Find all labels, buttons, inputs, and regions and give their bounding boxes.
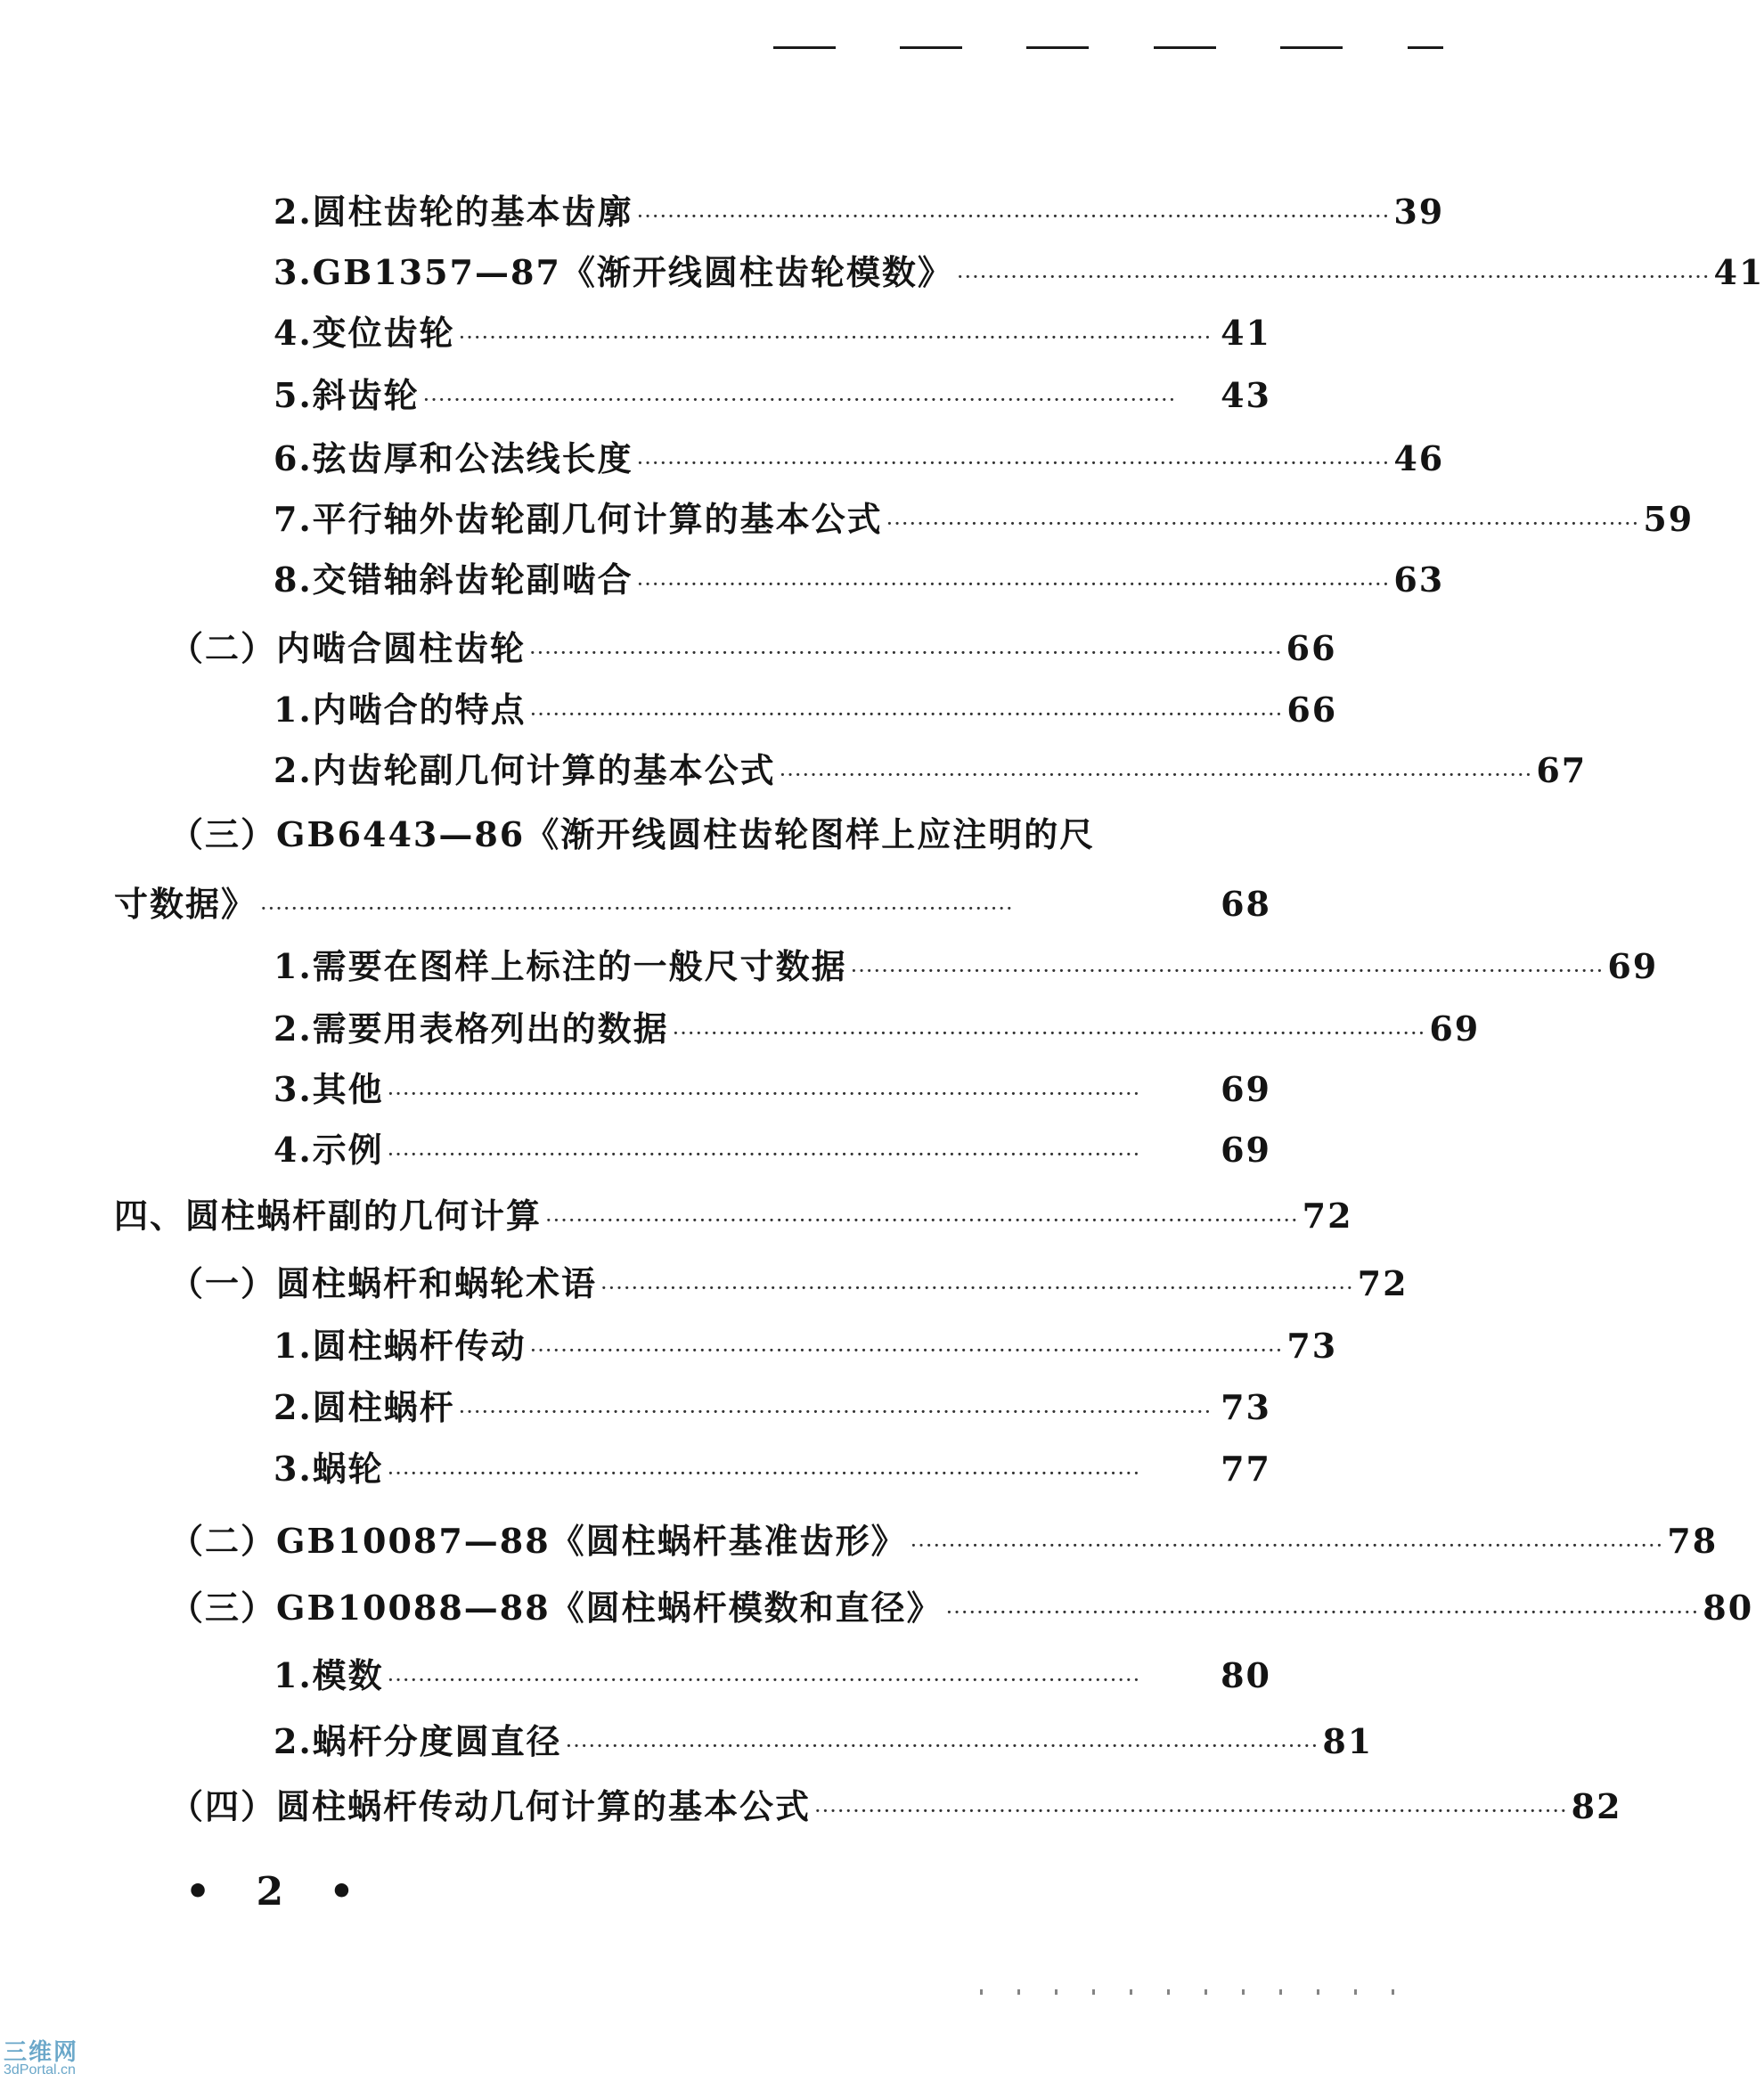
dot-leader: ··································································································	[260, 896, 1014, 921]
toc-entry-label: 4.示例	[274, 1130, 384, 1170]
toc-entry[interactable]	[274, 944, 1659, 993]
toc-entry-label: 4.变位齿轮	[274, 313, 455, 353]
toc-entry-page: 82	[1571, 1786, 1622, 1826]
toc-entry-page: 73	[1286, 1326, 1338, 1366]
dot-leader: ··································································································	[529, 1338, 1284, 1363]
dot-leader: ··································································································	[545, 1208, 1299, 1233]
toc-entry-page: 78	[1667, 1521, 1719, 1561]
toc-entry-page: 46	[1393, 438, 1445, 478]
toc-entry-label: （一）圆柱蜗杆和蜗轮术语	[169, 1263, 598, 1303]
dot-leader: ··································································································	[814, 1799, 1568, 1824]
toc-entry[interactable]	[274, 558, 1445, 607]
toc-entry[interactable]	[274, 1007, 1481, 1056]
toc-entry[interactable]	[274, 437, 1445, 486]
toc-entry[interactable]	[169, 1784, 1622, 1833]
toc-entry-label: （二）内啮合圆柱齿轮	[169, 628, 527, 668]
top-rule-dash	[1408, 46, 1443, 49]
dot-leader: ··································································································	[387, 1142, 1141, 1167]
dot-leader: ··································································································	[387, 1461, 1141, 1486]
toc-entry[interactable]	[274, 311, 1271, 360]
toc-entry-label: 3.GB1357—87《渐开线圆柱齿轮模数》	[274, 252, 953, 292]
dot-leader: ··································································································	[910, 1533, 1664, 1558]
toc-entry-label: 2.内齿轮副几何计算的基本公式	[274, 750, 776, 790]
toc-entry[interactable]	[274, 1128, 1271, 1177]
dot-leader: ··································································································	[458, 325, 1213, 350]
toc-entry[interactable]	[274, 1324, 1338, 1373]
dot-leader: ··································································································	[458, 1400, 1213, 1425]
toc-entry[interactable]	[274, 250, 1764, 299]
toc-entry-page: 41	[1221, 313, 1271, 353]
toc-entry-label: 2.蜗杆分度圆直径	[274, 1721, 562, 1761]
toc-entry-label: 1.需要在图样上标注的一般尺寸数据	[274, 946, 847, 986]
toc-entry-label: 2.圆柱蜗杆	[274, 1387, 455, 1427]
toc-entry-page: 63	[1393, 559, 1445, 600]
toc-entry-page: 69	[1221, 1130, 1271, 1170]
toc-entry[interactable]	[274, 190, 1445, 239]
toc-entry-page: 81	[1322, 1721, 1374, 1761]
toc-entry-label: （三）GB6443—86《渐开线圆柱齿轮图样上应注明的尺	[169, 814, 1096, 854]
dot-leader: ··································································································	[529, 702, 1284, 727]
toc-entry[interactable]	[274, 748, 1588, 797]
toc-entry[interactable]	[169, 1261, 1409, 1310]
dot-leader: ··································································································	[565, 1734, 1319, 1759]
toc-entry-label: 寸数据》	[114, 884, 257, 924]
watermark	[4, 2040, 78, 2078]
toc-entry-page: 39	[1393, 192, 1445, 232]
dot-leader: ··································································································	[779, 763, 1533, 788]
toc-entry-label: 1.模数	[274, 1655, 384, 1695]
top-rule-dash	[1026, 46, 1089, 49]
scan-specks	[980, 1989, 1399, 1995]
toc-entry-page: 59	[1643, 499, 1695, 539]
toc-entry[interactable]	[274, 497, 1695, 546]
toc-entry-page: 68	[1221, 884, 1271, 924]
toc-entry-wrapped-first[interactable]	[169, 812, 1271, 857]
toc-entry-label: 6.弦齿厚和公法线长度	[274, 438, 633, 478]
top-rule-dash	[773, 46, 836, 49]
top-rule-dash	[900, 46, 962, 49]
toc-entry-page: 80	[1703, 1588, 1754, 1628]
toc-entry[interactable]	[274, 1067, 1271, 1116]
dot-leader: ··································································································	[387, 1668, 1141, 1693]
watermark-line1: 三维网	[4, 2038, 79, 2065]
toc-entry-label: （三）GB10088—88《圆柱蜗杆模数和直径》	[169, 1588, 943, 1628]
toc-entry-page: 72	[1357, 1263, 1409, 1303]
toc-entry-page: 77	[1221, 1449, 1271, 1489]
dot-leader: ··································································································	[600, 1276, 1354, 1301]
dot-leader: ··································································································	[636, 204, 1391, 229]
toc-entry-label: 7.平行轴外齿轮副几何计算的基本公式	[274, 499, 883, 539]
dot-leader: ··································································································	[636, 451, 1391, 476]
toc-entry-label: 3.其他	[274, 1069, 384, 1109]
toc-entry-page: 67	[1536, 750, 1588, 790]
toc-entry-label: 1.内啮合的特点	[274, 690, 527, 730]
toc-entry-page: 69	[1221, 1069, 1271, 1109]
toc-entry[interactable]	[274, 1653, 1271, 1702]
toc-entry-page: 66	[1286, 690, 1338, 730]
dot-leader: ··································································································	[956, 265, 1711, 290]
toc-entry-page: 66	[1286, 628, 1337, 668]
toc-entry-label: 2.圆柱齿轮的基本齿廓	[274, 192, 633, 232]
toc-entry-page: 41	[1713, 252, 1764, 292]
toc-entry-label: 2.需要用表格列出的数据	[274, 1008, 669, 1049]
dot-leader: ··································································································	[529, 641, 1283, 665]
toc-entry-page: 69	[1607, 946, 1659, 986]
dot-leader: ··································································································	[636, 572, 1391, 597]
toc-entry-page: 69	[1429, 1008, 1481, 1049]
dot-leader: ··································································································	[945, 1600, 1700, 1625]
toc-entry-wrapped-continuation[interactable]	[114, 882, 1271, 931]
top-rule-dash	[1154, 46, 1216, 49]
page-folio: • 2 •	[185, 1869, 371, 1915]
dot-leader: ··································································································	[387, 1082, 1141, 1106]
dot-leader: ··································································································	[886, 511, 1640, 536]
toc-entry[interactable]	[274, 1719, 1374, 1768]
toc-entry[interactable]	[169, 626, 1337, 675]
toc-entry-page: 73	[1221, 1387, 1271, 1427]
toc-entry[interactable]	[274, 1385, 1271, 1434]
toc-entry-page: 43	[1221, 375, 1271, 415]
toc-entry[interactable]	[274, 688, 1338, 737]
toc-entry[interactable]	[169, 1519, 1719, 1568]
toc-entry-page: 80	[1221, 1655, 1271, 1695]
toc-entry-label: 3.蜗轮	[274, 1449, 384, 1489]
toc-entry-label: 5.斜齿轮	[274, 375, 420, 415]
top-rule-dash	[1280, 46, 1343, 49]
toc-entry-label: （二）GB10087—88《圆柱蜗杆基准齿形》	[169, 1521, 907, 1561]
dot-leader: ··································································································	[422, 388, 1177, 412]
toc-entry[interactable]	[169, 1586, 1754, 1635]
dot-leader: ··································································································	[672, 1021, 1426, 1046]
toc-entry-label: 四、圆柱蜗杆副的几何计算	[114, 1196, 543, 1236]
dot-leader: ··································································································	[850, 959, 1605, 984]
toc-entry[interactable]	[274, 1447, 1271, 1496]
toc-entry[interactable]	[274, 373, 1271, 422]
toc-entry-label: （四）圆柱蜗杆传动几何计算的基本公式	[169, 1786, 812, 1826]
toc-entry-label: 8.交错轴斜齿轮副啮合	[274, 559, 633, 600]
toc-entry-page: 72	[1302, 1196, 1353, 1236]
toc-entry-chapter[interactable]	[114, 1194, 1353, 1243]
toc-entry-label: 1.圆柱蜗杆传动	[274, 1326, 527, 1366]
watermark-line2: 3dPortal.cn	[4, 2062, 76, 2078]
